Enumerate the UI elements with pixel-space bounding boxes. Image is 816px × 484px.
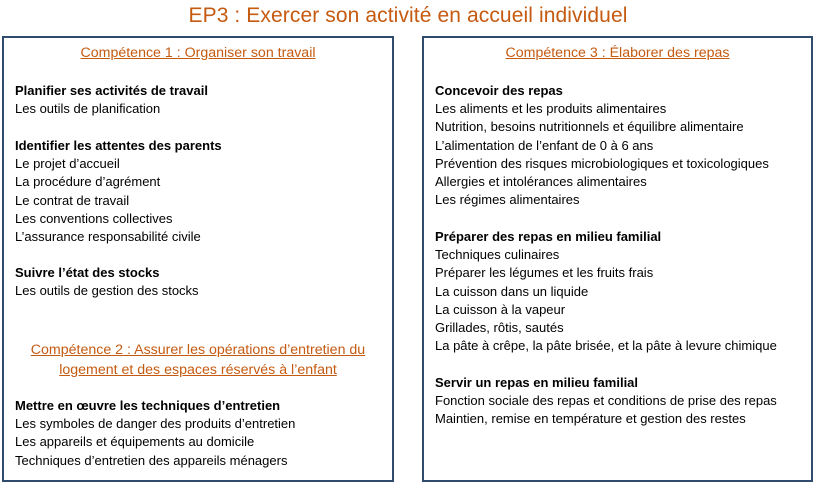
list-item: Les régimes alimentaires xyxy=(435,192,580,208)
section-heading: Identifier les attentes des parents xyxy=(15,138,222,153)
list-item: Allergies et intolérances alimentaires xyxy=(435,174,647,190)
page-title: EP3 : Exercer son activité en accueil individuel xyxy=(188,4,628,27)
list-item: Prévention des risques microbiologiques et toxicologiques xyxy=(435,155,769,171)
list-item: Maintien, remise en température et gestion des restes xyxy=(435,411,746,427)
section-attentes xyxy=(15,137,386,246)
left-panel xyxy=(2,36,394,482)
list-item: Les conventions collectives xyxy=(15,210,173,226)
competence-3-heading: Compétence 3 : Élaborer des repas xyxy=(505,45,730,61)
right-panel xyxy=(422,36,813,482)
list-item: Les aliments et les produits alimentaires xyxy=(435,101,667,117)
list-item: Préparer les légumes et les fruits frais xyxy=(435,265,654,281)
list-item: La cuisson à la vapeur xyxy=(435,301,566,317)
list-item: L’assurance responsabilité civile xyxy=(15,229,201,245)
list-item: Le contrat de travail xyxy=(15,192,130,208)
list-item: Fonction sociale des repas et conditions de prise des repas xyxy=(435,393,777,409)
list-item: Techniques culinaires xyxy=(435,247,560,263)
competence-1-heading: Compétence 1 : Organiser son travail xyxy=(80,45,316,61)
section-entretien xyxy=(15,397,386,470)
list-item: Le projet d’accueil xyxy=(15,156,120,172)
section-heading: Servir un repas en milieu familial xyxy=(435,375,639,390)
section-heading: Suivre l’état des stocks xyxy=(15,265,160,280)
list-item: Les outils de planification xyxy=(15,101,161,117)
section-concevoir xyxy=(435,82,805,209)
list-item: Grillades, rôtis, sautés xyxy=(435,320,564,336)
list-item: La cuisson dans un liquide xyxy=(435,283,589,299)
list-item: Les symboles de danger des produits d’entretien xyxy=(15,416,296,432)
list-item: La pâte à crêpe, la pâte brisée, et la pâte à levure chimique xyxy=(435,338,777,354)
section-preparer xyxy=(435,228,805,355)
section-heading: Planifier ses activités de travail xyxy=(15,83,208,98)
section-stocks xyxy=(15,264,386,300)
competence-2-heading xyxy=(8,340,388,380)
list-item: Techniques d’entretien des appareils ménagers xyxy=(15,452,288,468)
list-item: Les outils de gestion des stocks xyxy=(15,283,199,299)
section-planifier xyxy=(15,82,386,118)
list-item: Les appareils et équipements au domicile xyxy=(15,434,255,450)
competence-2-line-2: logement et des espaces réservés à l’enfant xyxy=(59,362,337,378)
list-item: L’alimentation de l’enfant de 0 à 6 ans xyxy=(435,137,654,153)
section-heading: Concevoir des repas xyxy=(435,83,563,98)
section-servir xyxy=(435,374,805,429)
list-item: Nutrition, besoins nutritionnels et équilibre alimentaire xyxy=(435,119,744,135)
section-heading: Mettre en œuvre les techniques d’entretien xyxy=(15,398,281,413)
list-item: La procédure d’agrément xyxy=(15,174,161,190)
section-heading: Préparer des repas en milieu familial xyxy=(435,229,662,244)
competence-2-line-1: Compétence 2 : Assurer les opérations d’entretien du xyxy=(30,342,366,358)
